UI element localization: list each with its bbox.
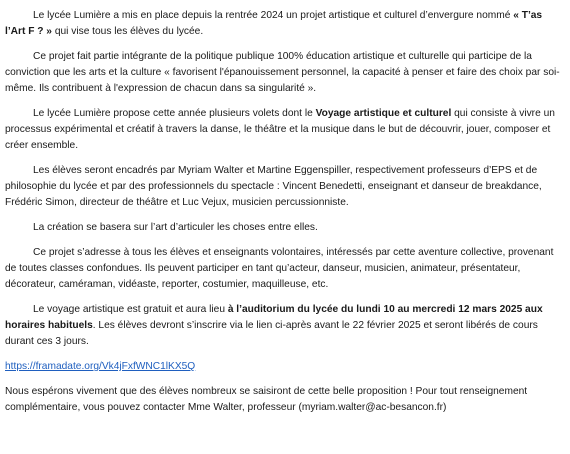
paragraph-schedule <box>5 302 563 350</box>
paragraph-intro <box>5 8 563 40</box>
schedule-text-end: . Les élèves devront s’inscrire via le lien ci-après avant le 22 février 2025 et seront libérés de cours durant ces 3 jours. <box>5 320 538 347</box>
registration-link[interactable]: https://framadate.org/Vk4jFxfWNC1lKX5Q <box>5 361 196 372</box>
voyage-text: Le lycée Lumière propose cette année plusieurs volets dont le <box>33 108 316 119</box>
voyage-text-end: qui consiste à vivre un processus expérimental et créatif à travers la danse, le théâtre et la musique dans le but de découvrir, jouer, composer et créer ensemble. <box>5 108 555 151</box>
paragraph-supervisors: Les élèves seront encadrés par Myriam Walter et Martine Eggenspiller, respectivement professeurs d’EPS et de philosophie du lycée et par des professionnels du spectacle : Vincent Benedetti, enseignant et danseur de breakdance, Frédéric Simon, directeur de théâtre et Luc Vejux, musicien percussionniste. <box>5 165 542 208</box>
schedule-venue-dates: à l’auditorium du lycée du lundi 10 au mercredi 12 mars 2025 aux horaires habituels <box>5 304 543 331</box>
project-name: « T’as l’Art F ? » <box>5 10 543 37</box>
paragraph-creation: La création se basera sur l’art d’articuler les choses entre elles. <box>33 222 318 233</box>
voyage-title: Voyage artistique et culturel <box>315 108 452 119</box>
paragraph-audience: Ce projet s’adresse à tous les élèves et enseignants volontaires, intéressés par cette aventure collective, provenant de toutes classes confondues. Ils peuvent participer en tant qu’acteur, danseur, musicien, animateur, présentateur, décorateur, caméraman, vidéaste, reporter, costumier, maquilleuse, etc. <box>5 247 554 290</box>
schedule-text: Le voyage artistique est gratuit et aura lieu <box>33 304 228 315</box>
paragraph-voyage <box>5 106 563 154</box>
paragraph-contact: Nous espérons vivement que des élèves nombreux se saisiront de cette belle proposition ! Pour tout renseignement complémentaire, vous pouvez contacter Mme Walter, professeur (myriam.walter@ac-besancon.fr) <box>5 386 528 413</box>
intro-text-end: qui vise tous les élèves du lycée. <box>51 26 204 37</box>
document-body <box>5 8 563 416</box>
paragraph-link <box>5 359 563 375</box>
paragraph-policy: Ce projet fait partie intégrante de la politique publique 100% éducation artistique et culturelle qui participe de la conviction que les arts et la culture « favorisent l'épanouissement personnel, la capacité à penser et faire des choix par soi-même. Ils contribuent à l'expression de chacun dans sa singularité ». <box>5 51 560 94</box>
intro-text: Le lycée Lumière a mis en place depuis la rentrée 2024 un projet artistique et culturel d’envergure nommé <box>33 10 514 21</box>
